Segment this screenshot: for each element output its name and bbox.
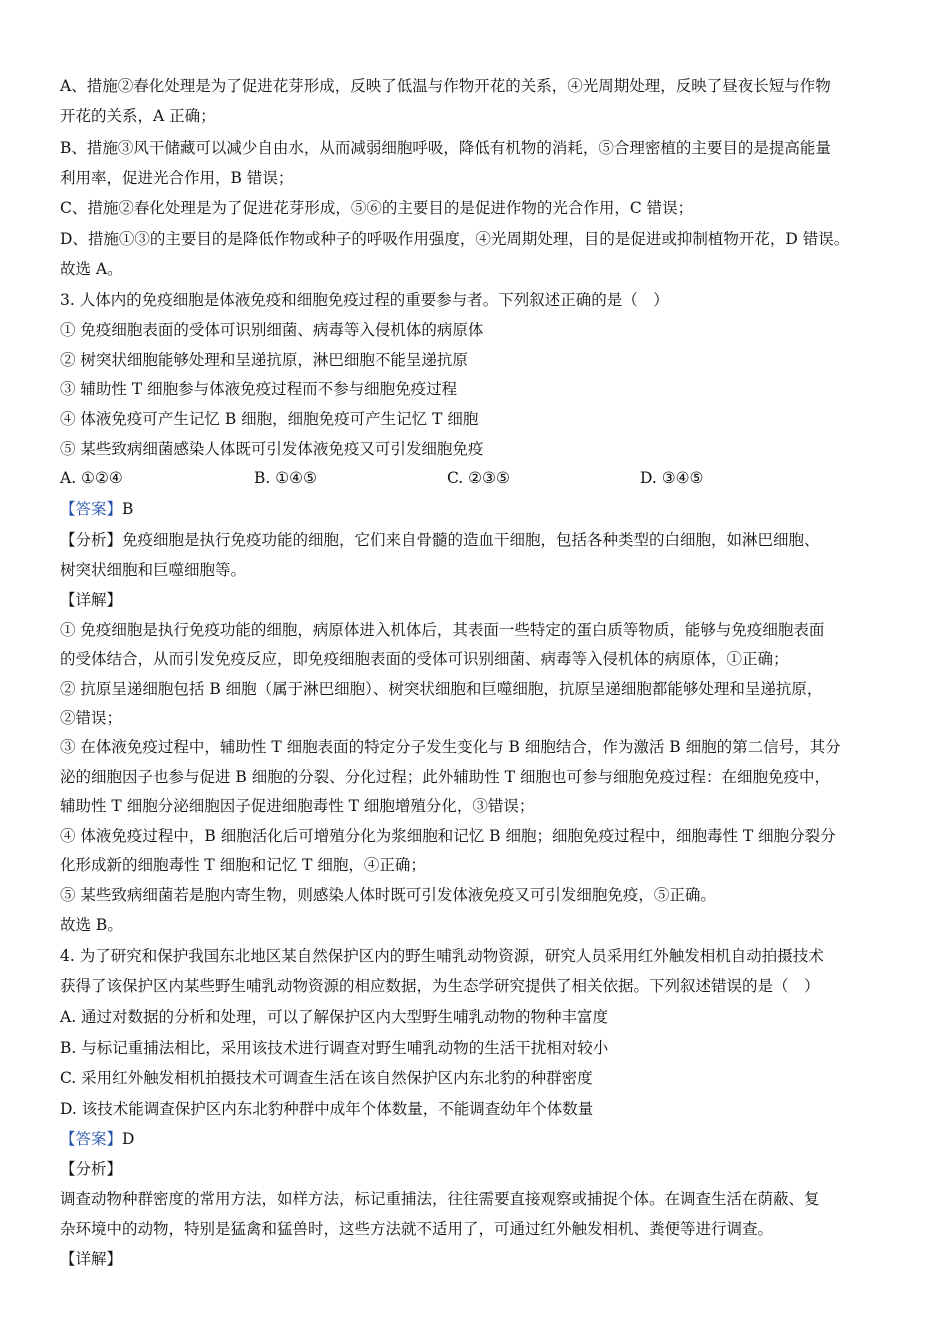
q3-detail-line: 的受体结合，从而引发免疫反应，即免疫细胞表面的受体可识别细菌、病毒等入侵机体的病原体，①正确；: [60, 650, 789, 668]
q3-detail-line: ② 抗原呈递细胞包括 B 细胞（属于淋巴细胞）、树突状细胞和巨噬细胞，抗原呈递细胞都能够处理和呈递抗原，: [60, 680, 823, 698]
q2-detail-c: C、措施②春化处理是为了促进花芽形成，⑤⑥的主要目的是促进作物的光合作用，C 错误；: [60, 199, 694, 217]
q4-option-a: A. 通过对数据的分析和处理，可以了解保护区内大型野生哺乳动物的物种丰富度: [60, 1008, 609, 1026]
q3-detail-line: ⑤ 某些致病细菌若是胞内寄生物，则感染人体时既可引发体液免疫又可引发细胞免疫，⑤正确。: [60, 886, 716, 904]
q4-option-d: D. 该技术能调查保护区内东北豹种群中成年个体数量，不能调查幼年个体数量: [60, 1100, 594, 1118]
q3-statement-2: ② 树突状细胞能够处理和呈递抗原，淋巴细胞不能呈递抗原: [60, 351, 468, 369]
q4-detail-tag: 【详解】: [60, 1250, 123, 1268]
q4-option-c: C. 采用红外触发相机拍摄技术可调查生活在该自然保护区内东北豹的种群密度: [60, 1069, 593, 1087]
q3-detail-line: 辅助性 T 细胞分泌细胞因子促进细胞毒性 T 细胞增殖分化，③错误；: [60, 797, 535, 815]
q4-analysis-line1: 调查动物种群密度的常用方法，如样方法，标记重捕法，往往需要直接观察或捕捉个体。在调查生活在荫蔽、复: [60, 1190, 820, 1208]
q3-detail-line: ②错误；: [60, 709, 123, 727]
q3-detail-line: ③ 在体液免疫过程中，辅助性 T 细胞表面的特定分子发生变化与 B 细胞结合，作为激活 B 细胞的第二信号，其分: [60, 738, 841, 756]
q3-analysis-line2: 树突状细胞和巨噬细胞等。: [60, 561, 247, 579]
q2-detail-a-line2: 开花的关系，A 正确；: [60, 107, 216, 125]
q3-answer-value: B: [122, 500, 134, 518]
q2-detail-b-line1: B、措施③风干储藏可以减少自由水，从而减弱细胞呼吸，降低有机物的消耗，⑤合理密植的主要目的是提高能量: [60, 139, 831, 157]
answer-tag: 【答案】: [60, 1130, 123, 1148]
q3-conclusion: 故选 B。: [60, 916, 123, 934]
q2-conclusion: 故选 A。: [60, 260, 123, 278]
q4-option-b: B. 与标记重捕法相比，采用该技术进行调查对野生哺乳动物的生活干扰相对较小: [60, 1039, 609, 1057]
q3-detail-line: 泌的细胞因子也参与促进 B 细胞的分裂、分化过程；此外辅助性 T 细胞也可参与细胞免疫过程：在细胞免疫中，: [60, 768, 830, 786]
q3-stem: 3. 人体内的免疫细胞是体液免疫和细胞免疫过程的重要参与者。下列叙述正确的是（ ）: [60, 291, 669, 309]
q2-detail-b-line2: 利用率，促进光合作用，B 错误；: [60, 169, 294, 187]
q3-option-b: B. ①④⑤: [254, 469, 317, 487]
answer-tag: 【答案】: [60, 500, 123, 518]
q3-analysis-line1: [60, 530, 910, 550]
q3-statement-5: ⑤ 某些致病细菌感染人体既可引发体液免疫又可引发细胞免疫: [60, 440, 484, 458]
q4-analysis-tag: 【分析】: [60, 1160, 123, 1178]
q3-option-d: D. ③④⑤: [640, 469, 704, 487]
q4-analysis-line2: 杂环境中的动物，特别是猛禽和猛兽时，这些方法就不适用了，可通过红外触发相机、粪便等进行调查。: [60, 1220, 774, 1238]
q3-detail-tag: 【详解】: [60, 591, 123, 609]
q2-detail-d: D、措施①③的主要目的是降低作物或种子的呼吸作用强度，④光周期处理，目的是促进或抑制植物开花，D 错误。: [60, 230, 850, 248]
q3-detail-line: 化形成新的细胞毒性 T 细胞和记忆 T 细胞，④正确；: [60, 856, 426, 874]
q2-detail-a-line1: A、措施②春化处理是为了促进花芽形成，反映了低温与作物开花的关系，④光周期处理，反映了昼夜长短与作物: [60, 77, 831, 95]
q4-answer-value: D: [122, 1130, 135, 1148]
q4-stem-line1: 4. 为了研究和保护我国东北地区某自然保护区内的野生哺乳动物资源，研究人员采用红外触发相机自动拍摄技术: [60, 947, 824, 965]
q4-answer: [60, 1129, 910, 1149]
q3-option-c: C. ②③⑤: [447, 469, 510, 487]
q4-stem-line2: 获得了该保护区内某些野生哺乳动物资源的相应数据，为生态学研究提供了相关依据。下列叙述错误的是（ ）: [60, 977, 820, 995]
q3-option-a: A. ①②④: [60, 469, 123, 487]
q3-analysis-text: 免疫细胞是执行免疫功能的细胞，它们来自骨髓的造血干细胞，包括各种类型的白细胞，如淋巴细胞、: [122, 531, 820, 549]
q3-statement-3: ③ 辅助性 T 细胞参与体液免疫过程而不参与细胞免疫过程: [60, 380, 458, 398]
q3-detail-line: ④ 体液免疫过程中，B 细胞活化后可增殖分化为浆细胞和记忆 B 细胞；细胞免疫过程中，细胞毒性 T 细胞分裂分: [60, 827, 836, 845]
analysis-tag: 【分析】: [60, 531, 123, 549]
q3-answer: [60, 499, 910, 519]
q3-detail-line: ① 免疫细胞是执行免疫功能的细胞，病原体进入机体后，其表面一些特定的蛋白质等物质，能够与免疫细胞表面: [60, 621, 825, 639]
q3-statement-1: ① 免疫细胞表面的受体可识别细菌、病毒等入侵机体的病原体: [60, 321, 484, 339]
q3-statement-4: ④ 体液免疫可产生记忆 B 细胞，细胞免疫可产生记忆 T 细胞: [60, 410, 479, 428]
